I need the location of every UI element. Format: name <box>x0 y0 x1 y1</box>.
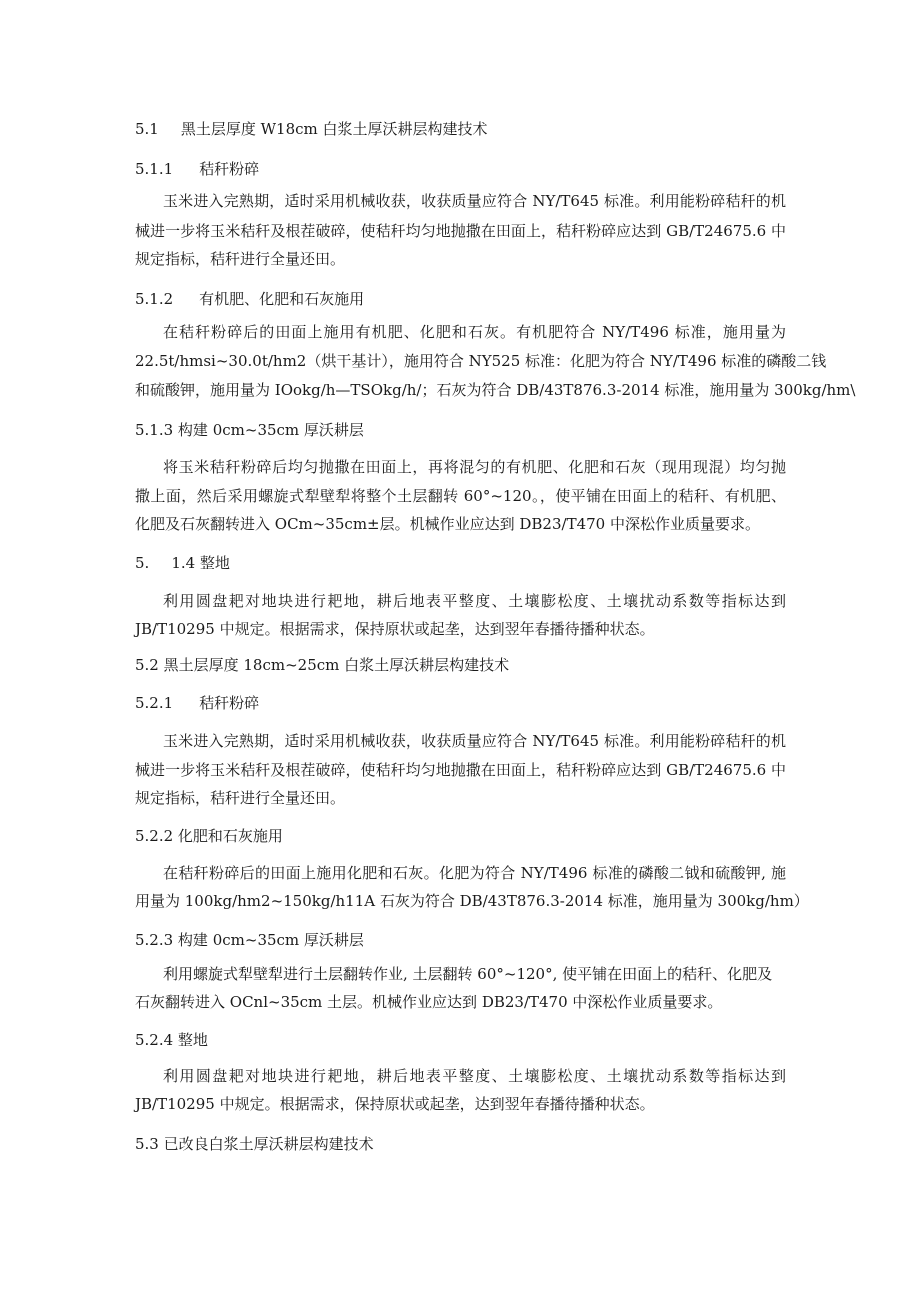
section-heading-5-1-3: 5.1.3 构建 0cm~35cm 厚沃耕层 <box>135 421 364 439</box>
section-heading-5-2-1 <box>135 693 259 713</box>
paragraph-line: 在秸秆粉碎后的田面上施用化肥和石灰。化肥为符合 NY/T496 标准的磷酸二钺和硫酸钾, 施 <box>163 864 786 882</box>
paragraph-line: 玉米进入完熟期，适时采用机械收获，收获质量应符合 NY/T645 标准。利用能粉碎秸秆的机 <box>163 732 786 750</box>
paragraph-line: 规定指标，秸秆进行全量还田。 <box>135 250 346 268</box>
paragraph-line: 利用螺旋式犁壁犁进行土层翻转作业, 土层翻转 60°~120°, 使平铺在田面上的秸秆、化肥及 <box>163 965 773 983</box>
section-heading-5-1-2 <box>135 289 364 309</box>
paragraph-line: 利用圆盘耙对地块进行耙地，耕后地表平整度、土壤膨松度、土壤扰动系数等指标达到 <box>163 1067 786 1085</box>
paragraph-line: 将玉米秸秆粉碎后均匀抛撒在田面上，再将混匀的有机肥、化肥和石灰（现用现混）均匀抛 <box>163 458 786 476</box>
paragraph-line: 械进一步将玉米秸秆及根茬破碎，使秸秆均匀地抛撒在田面上，秸秆粉碎应达到 GB/T24675.6 中 <box>135 761 786 779</box>
section-heading-5-2-3: 5.2.3 构建 0cm~35cm 厚沃耕层 <box>135 931 364 949</box>
section-heading-5-1-4 <box>135 553 230 573</box>
paragraph-line: 化肥及石灰翻转进入 OCm~35cm±层。机械作业应达到 DB23/T470 中深松作业质量要求。 <box>135 515 760 533</box>
paragraph-line: 用量为 100kg/hm2~150kg/h11A 石灰为符合 DB/43T876.3-2014 标准，施用量为 300kg/hm） <box>135 892 809 910</box>
paragraph-line: 规定指标，秸秆进行全量还田。 <box>135 789 346 807</box>
section-number: 5.1.1 <box>135 160 174 178</box>
paragraph-line: 和硫酸钾，施用量为 IOokg/h—TSOkg/h/；石灰为符合 DB/43T876.3-2014 标准，施用量为 300kg/hm\ <box>135 381 856 399</box>
section-heading-5-1 <box>135 119 488 139</box>
paragraph-line: 在秸秆粉碎后的田面上施用有机肥、化肥和石灰。有机肥符合 NY/T496 标准，施用量为 <box>163 323 786 341</box>
section-heading-5-3: 5.3 已改良白浆土厚沃耕层构建技术 <box>135 1135 374 1153</box>
section-heading-5-2-2: 5.2.2 化肥和石灰施用 <box>135 827 283 845</box>
paragraph-line: 撒上面，然后采用螺旋式犁壁犁将整个土层翻转 60°~120。，使平铺在田面上的秸秆、有机肥、 <box>135 487 786 505</box>
section-number: 5. <box>135 554 150 572</box>
section-heading-5-2-4: 5.2.4 整地 <box>135 1031 208 1049</box>
paragraph-line: 利用圆盘耙对地块进行耙地，耕后地表平整度、土壤膨松度、土壤扰动系数等指标达到 <box>163 592 786 610</box>
paragraph-line: JB/T10295 中规定。根据需求，保持原状或起垄，达到翌年春播待播种状态。 <box>135 1095 655 1113</box>
section-heading-5-1-1 <box>135 159 259 179</box>
section-title: 秸秆粉碎 <box>199 160 260 178</box>
section-number: 5.1 <box>135 120 159 138</box>
section-title: 1.4 整地 <box>171 554 230 572</box>
paragraph-line: 22.5t/hmsi~30.0t/hm2（烘干基计），施用符合 NY525 标准：化肥为符合 NY/T496 标准的磷酸二钱 <box>135 352 827 370</box>
paragraph-line: 玉米进入完熟期，适时采用机械收获，收获质量应符合 NY/T645 标准。利用能粉碎秸秆的机 <box>163 192 786 210</box>
paragraph-line: JB/T10295 中规定。根据需求，保持原状或起垄，达到翌年春播待播种状态。 <box>135 620 655 638</box>
section-number: 5.2.1 <box>135 694 174 712</box>
section-title: 秸秆粉碎 <box>199 694 260 712</box>
paragraph-line: 石灰翻转进入 OCnl~35cm 土层。机械作业应达到 DB23/T470 中深松作业质量要求。 <box>135 993 723 1011</box>
section-heading-5-2: 5.2 黑土层厚度 18cm~25cm 白浆土厚沃耕层构建技术 <box>135 656 510 674</box>
section-title: 黑土层厚度 W18cm 白浆土厚沃耕层构建技术 <box>180 120 488 138</box>
paragraph-line: 械进一步将玉米秸秆及根茬破碎，使秸秆均匀地抛撒在田面上，秸秆粉碎应达到 GB/T24675.6 中 <box>135 222 786 240</box>
section-number: 5.1.2 <box>135 290 174 308</box>
section-title: 有机肥、化肥和石灰施用 <box>199 290 365 308</box>
